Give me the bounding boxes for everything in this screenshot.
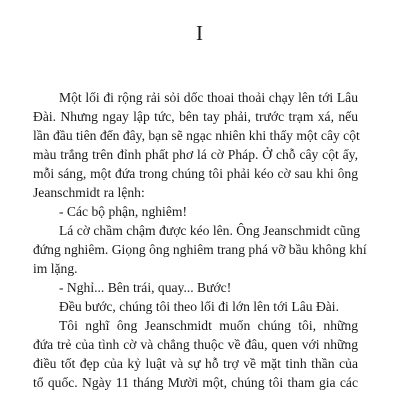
text-line: điều tốt đẹp của kỷ luật và sự hỗ trợ về mặt tinh thần của — [33, 356, 358, 371]
text-line: Tôi nghĩ ông Jeanschmidt muốn chúng tôi, những — [59, 318, 358, 333]
text-line: Một lối đi rộng rải sỏi dốc thoai thoải chạy lên tới Lâu — [59, 90, 358, 105]
body-text — [33, 88, 367, 392]
text-line: đứa trẻ của tình cờ và chẳng thuộc về đâu, quen với những — [33, 337, 358, 352]
text-line: - Các bộ phận, nghiêm! — [59, 204, 187, 219]
text-line: đứng nghiêm. Giọng ông nghiêm trang phá vỡ bầu không khí — [33, 242, 367, 257]
text-line: im lặng. — [33, 261, 78, 276]
text-line: mỗi sáng, một đứa trong chúng tôi phải kéo cờ sau khi ông — [33, 166, 358, 181]
text-line: Lá cờ chầm chậm được kéo lên. Ông Jeanschmidt cũng — [59, 223, 361, 238]
text-line: tổ quốc. Ngày 11 tháng Mười một, chúng tôi tham gia các — [33, 375, 358, 390]
chapter-numeral: I — [196, 21, 204, 45]
text-line: Đều bước, chúng tôi theo lối đi lớn lên tới Lâu Đài. — [59, 299, 339, 314]
text-line: Đài. Nhưng ngay lập tức, bên tay phải, trước trạm xá, nếu — [33, 109, 358, 124]
text-line: màu trắng trên đỉnh phất phơ lá cờ Pháp. Ở chỗ cây cột ấy, — [33, 147, 358, 162]
text-line: lần đầu tiên đến đây, bạn sẽ ngạc nhiên khi thấy một cây cột — [33, 128, 360, 143]
text-line: - Nghỉ... Bên trái, quay... Bước! — [59, 280, 232, 295]
text-line: Jeanschmidt ra lệnh: — [33, 185, 145, 200]
